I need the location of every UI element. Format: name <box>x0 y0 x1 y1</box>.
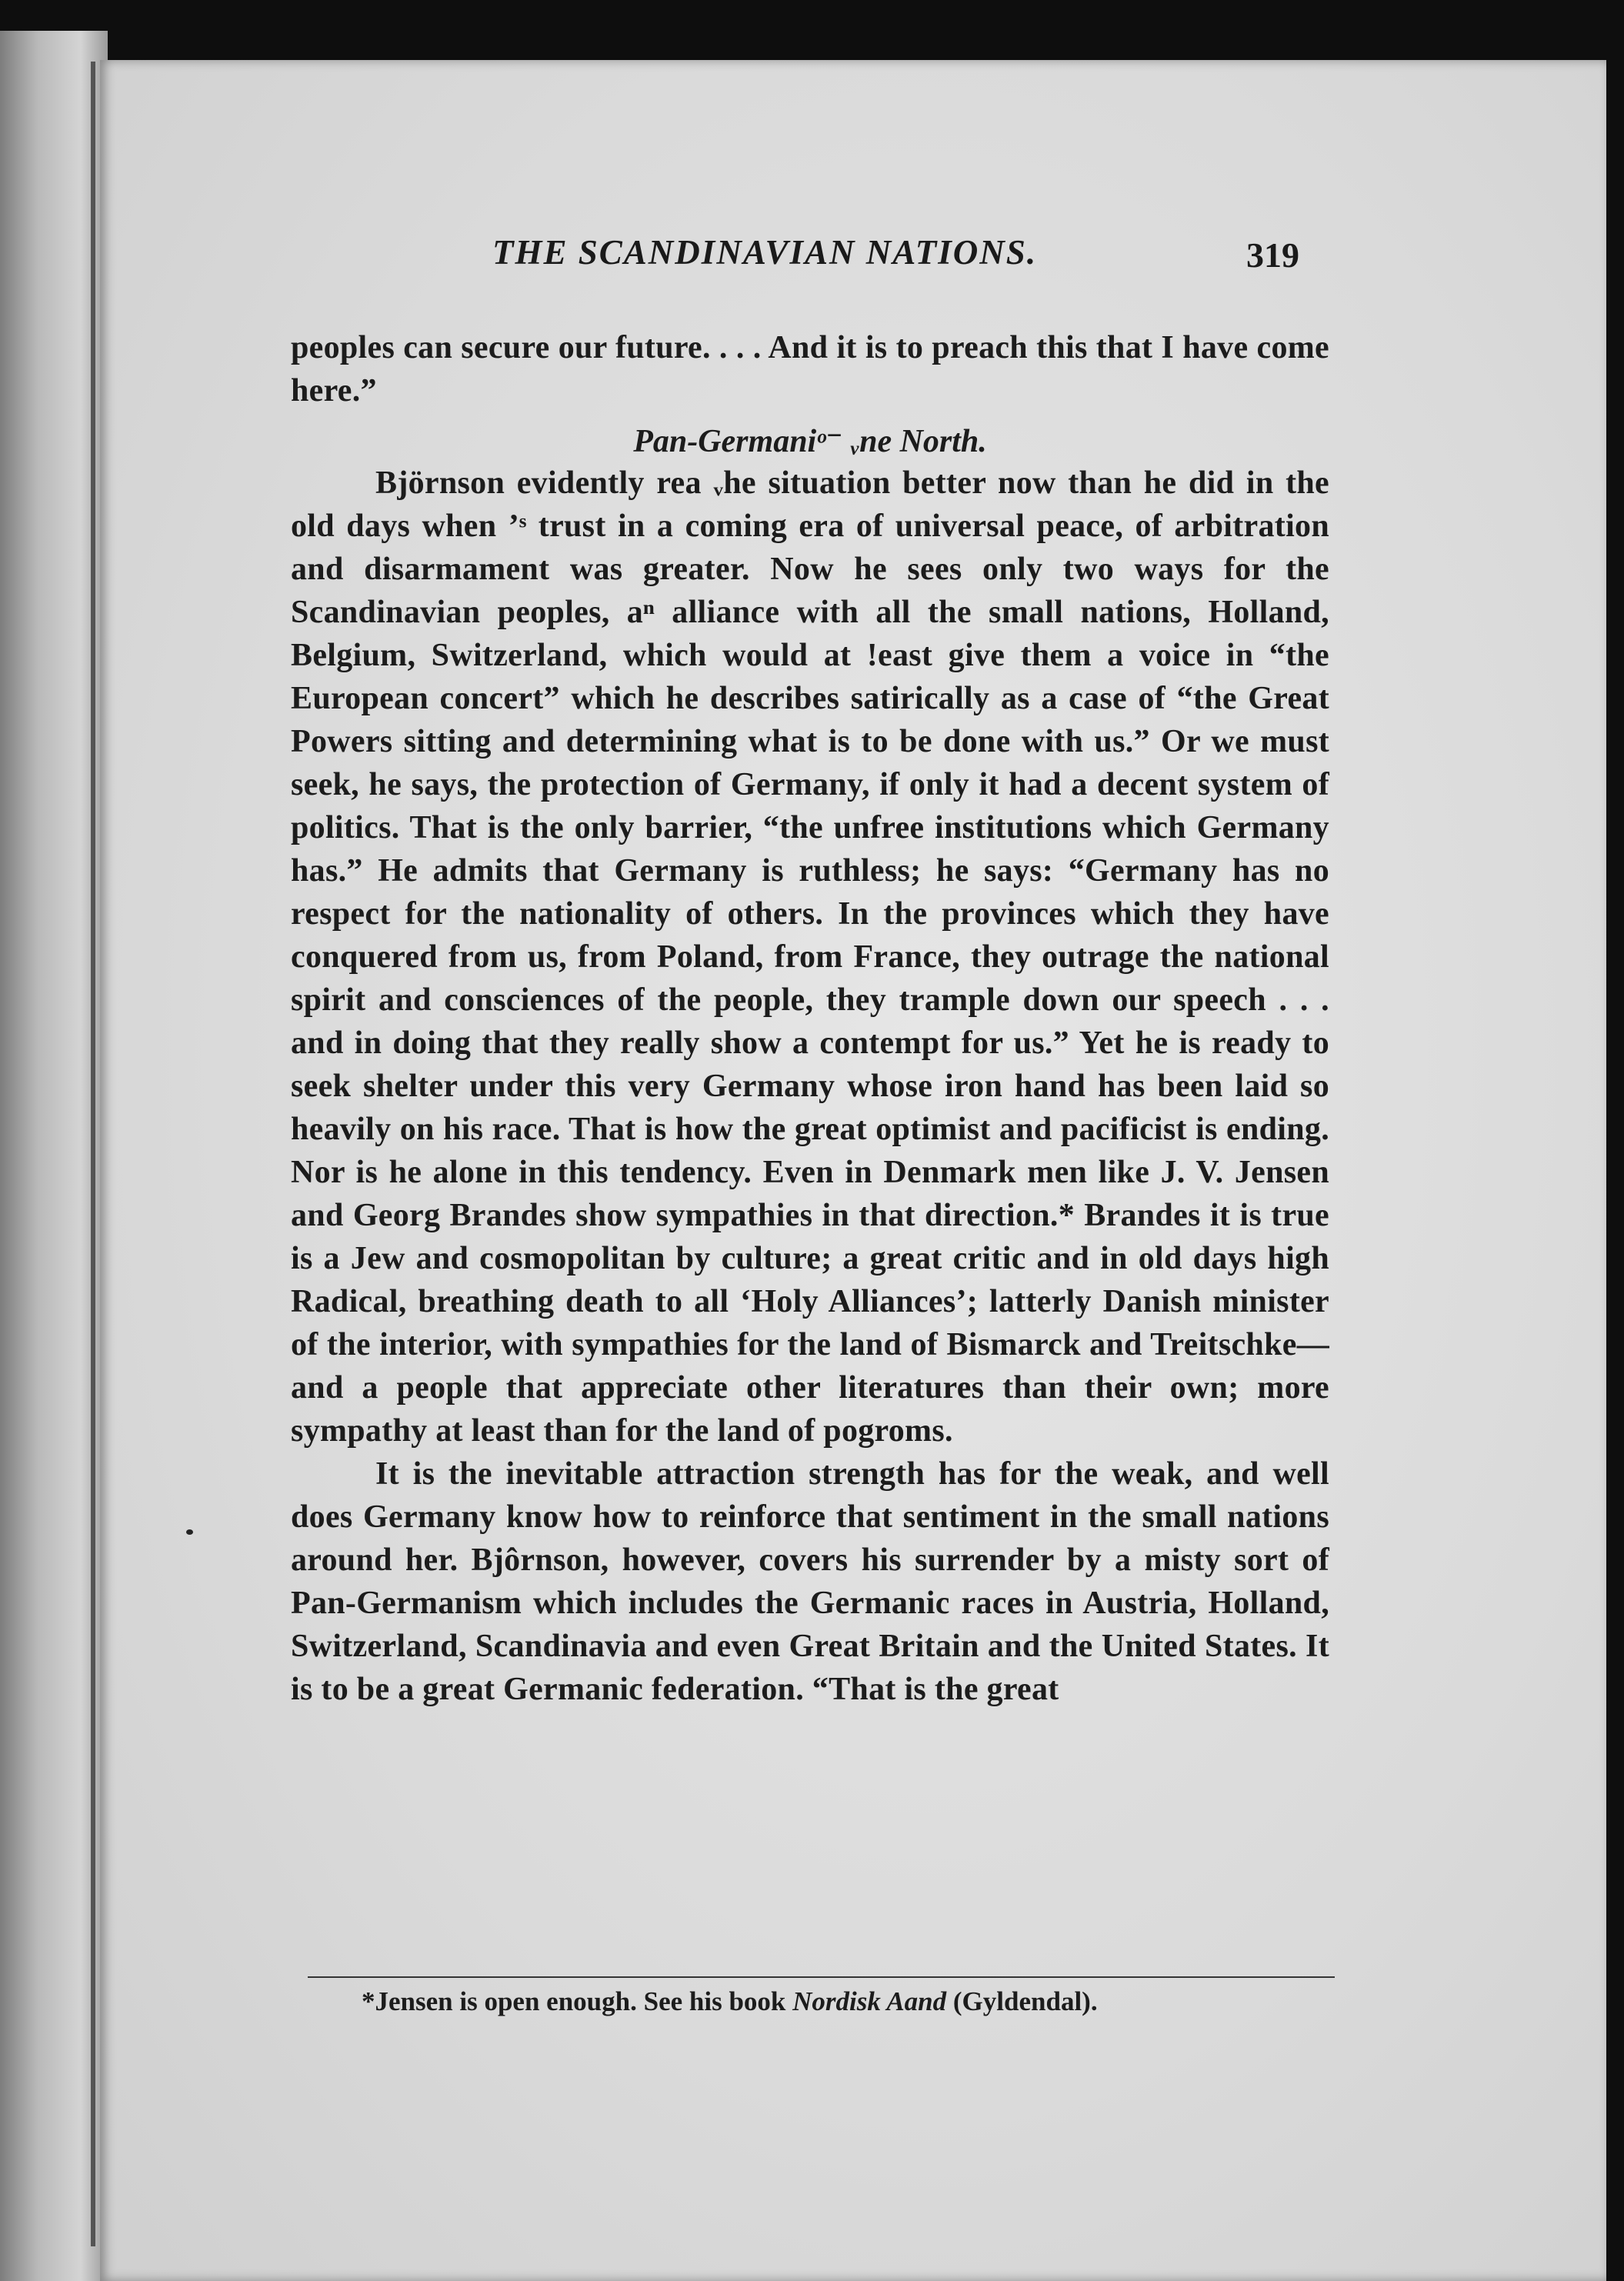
footnote-text-before: *Jensen is open enough. See his book <box>362 1986 793 2016</box>
paragraph-bjornson: Björnson evidently rea ᵥhe situation better now than he did in the old days when ʼˢ trust in a coming era of universal peace, of arbitration and disarmament was greater. Now he sees only two ways for the Scandinavian peoples, aⁿ alliance with all the small nations, Holland, Belgium, Switzerland, which would at !east give them a voice in “the European concert” which he describes satirically as a case of “the Great Powers sitting and determining what is to be done with us.” Or we must seek, he says, the protection of Germany, if only it had a decent system of politics. That is the only barrier, “the unfree institutions which Germany has.” He admits that Germany is ruthless; he says: “Germany has no respect for the nationality of others. In the provinces which they have conquered from us, from Poland, from France, they outrage the national spirit and consciences of the people, they trample down our speech . . . and in doing that they really show a contempt for us.” Yet he is ready to seek shelter under this very Germany whose iron hand has been laid so heavily on his race. That is how the great optimist and pacificist is ending. Nor is he alone in this tendency. Even in Denmark men like J. V. Jensen and Georg Brandes show sympathies in that direction.* Brandes it is true is a Jew and cosmopolitan by culture; a great critic and in old days high Radical, breathing death to all ‘Holy Alliances’; latterly Danish minister of the interior, with sympathies for the land of Bismarck and Treitschke—and a people that appreciate other literatures than their own; more sympathy at least than for the land of pogroms. <box>291 465 1329 1449</box>
body-text <box>291 462 1329 1711</box>
page-number: 319 <box>1246 235 1299 275</box>
binding-spine <box>91 62 95 2246</box>
paragraph-attraction: It is the inevitable attraction strength has for the weak, and well does Germany know how to reinforce that sentiment in the small nations around her. Bjôrnson, however, covers his surrender by a misty sort of Pan-Germanism which includes the Germanic races in Austria, Holland, Switzerland, Scandinavia and even Great Britain and the United States. It is to be a great Germanic federation. “That is the great <box>291 1456 1329 1707</box>
footnote-text-after: (Gyldendal). <box>946 1986 1098 2016</box>
opening-paragraph: peoples can secure our future. . . . And it is to preach this that I have come here.” <box>291 330 1329 409</box>
opening-text <box>291 326 1329 412</box>
section-subheading: Pan-Germaniᵒ⁻ ᵥne North. <box>633 424 987 459</box>
footnote-book-title: Nordisk Aand <box>792 1986 947 2016</box>
scan-speck <box>186 1529 193 1535</box>
running-header: THE SCANDINAVIAN NATIONS. <box>492 233 1038 272</box>
footnote <box>362 1986 1362 2017</box>
footnote-rule <box>308 1976 1335 1978</box>
